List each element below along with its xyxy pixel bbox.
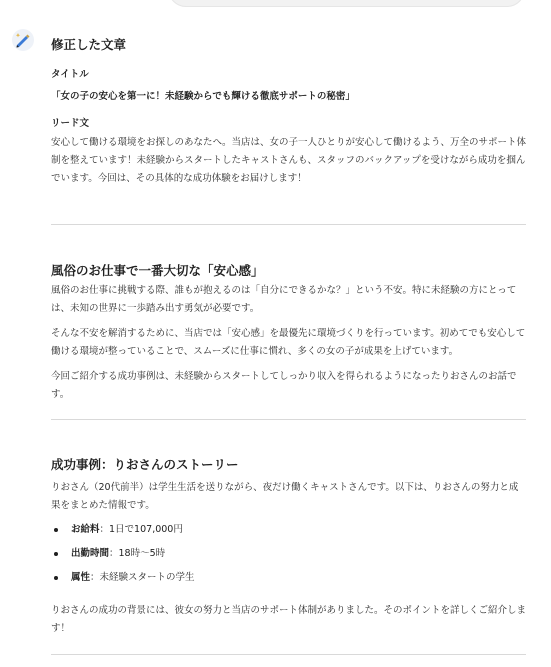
- list-item: [51, 518, 526, 542]
- list-item: [51, 542, 526, 566]
- info-list: [51, 518, 526, 590]
- section-heading-anshinkan: 風俗のお仕事で一番大切な「安心感」: [51, 263, 264, 278]
- section-heading-revised: 修正した文章: [51, 37, 127, 52]
- story-intro: りおさん（20代前半）は学生生活を送りながら、夜だけ働くキャストさんです。以下は、りおさんの努力と成果をまとめた情報です。: [51, 482, 519, 511]
- bullet-icon: [54, 552, 58, 556]
- title-text: 「女の子の安心を第一に！未経験からでも輝ける徹底サポートの秘密」: [51, 91, 355, 102]
- assistant-avatar: [12, 29, 34, 51]
- lead-label: リード文: [51, 118, 90, 129]
- story-outro: りおさんの成功の背景には、彼女の努力と当店のサポート体制がありました。そのポイントを詳しくご紹介します！: [51, 605, 527, 634]
- input-box-top: [168, 0, 525, 7]
- paragraph-2: そんな不安を解消するために、当店では「安心感」を最優先に環境づくりを行っています。初めてでも安心して働ける環境が整っていることで、スムーズに仕事に慣れ、多くの女の子が成果を上げています。: [51, 328, 526, 357]
- list-item-value: ：未経験スタートの学生: [90, 572, 195, 583]
- lead-text: 安心して働ける環境をお探しのあなたへ。当店は、女の子一人ひとりが安心して働けるよう、万全のサポート体制を整えています！未経験からスタートしたキャストさんも、スタッフのバックアップを受けながら成功を掴んでいます。今回は、その具体的な成功体験をお届けします！: [51, 137, 527, 184]
- divider: [51, 224, 526, 225]
- list-item-label: 出勤時間: [71, 548, 110, 559]
- divider: [51, 419, 526, 420]
- list-item-label: 属性: [71, 572, 91, 583]
- divider: [51, 654, 526, 655]
- list-item-label: お給料: [71, 524, 100, 535]
- paragraph-1: 風俗のお仕事に挑戦する際、誰もが抱えるのは「自分にできるかな？」という不安。特に未経験の方にとっては、未知の世界に一歩踏み出す勇気が必要です。: [51, 285, 517, 314]
- list-item-value: ：18時〜5時: [109, 548, 166, 559]
- list-item: [51, 566, 526, 590]
- section-heading-success-story: 成功事例：りおさんのストーリー: [51, 457, 239, 472]
- paragraph-3: 今回ご紹介する成功事例は、未経験からスタートしてしっかり収入を得られるようになったりおさんのお話です。: [51, 371, 517, 400]
- bullet-icon: [54, 576, 58, 580]
- list-item-value: ：1日で107,000円: [99, 524, 183, 535]
- title-label: タイトル: [51, 69, 89, 80]
- pencil-sparkle-icon: [12, 29, 34, 51]
- bullet-icon: [54, 528, 58, 532]
